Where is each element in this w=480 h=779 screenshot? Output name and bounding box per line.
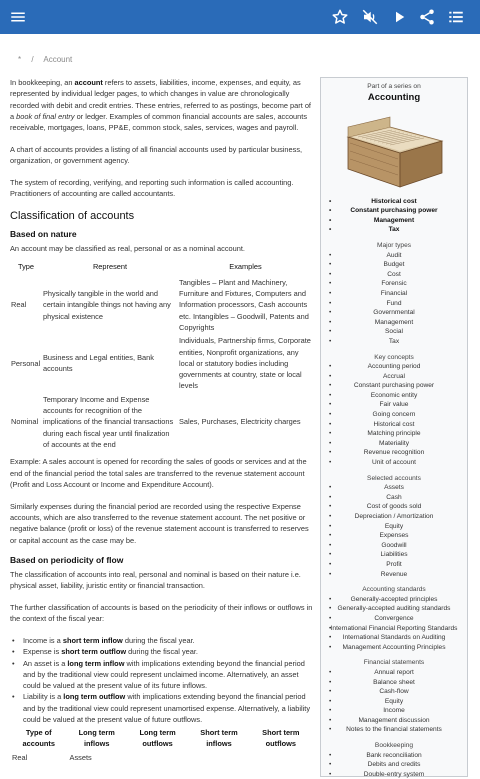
play-icon[interactable]: [389, 7, 409, 27]
app-bar: [0, 0, 480, 34]
sidebar-link[interactable]: • Accrual: [321, 372, 467, 382]
table-cell: Physically tangible in the world and certain intangible things not having any physical existence: [43, 289, 171, 321]
sidebar-link[interactable]: • Cost: [321, 270, 467, 280]
accounting-series-sidebar: [320, 77, 468, 777]
sidebar-link[interactable]: • Management discussion: [321, 716, 467, 726]
sidebar-link[interactable]: • Fund: [321, 299, 467, 309]
sidebar-link[interactable]: • Liabilities: [321, 550, 467, 560]
sidebar-link[interactable]: • Fair value: [321, 400, 467, 410]
table-cell: Individuals, Partnership firms, Corporate entities, Nonprofit organizations, any local or statutory bodies including governments at country, state or local levels: [179, 336, 311, 391]
classification-heading: Classification of accounts: [10, 210, 135, 223]
sidebar-link[interactable]: • Equity: [321, 522, 467, 532]
flow-list: [10, 635, 313, 725]
periodicity-table: [10, 727, 313, 766]
table-header: Short term inflows: [200, 728, 238, 749]
term: short term inflow: [62, 635, 123, 645]
sidebar-section-heading[interactable]: Financial statements: [363, 659, 425, 667]
sidebar-link[interactable]: • Unit of account: [321, 458, 467, 468]
sidebar-link[interactable]: • Debits and credits: [321, 760, 467, 770]
link-book-of-final-entry[interactable]: book of final entry: [16, 111, 75, 121]
table-row: [10, 276, 313, 334]
sidebar-link[interactable]: • Equity: [321, 697, 467, 707]
table-cell: [126, 749, 189, 766]
mute-icon[interactable]: [360, 7, 380, 27]
star-icon[interactable]: [330, 7, 350, 27]
sidebar-link[interactable]: • Audit: [321, 251, 467, 261]
text-run: with implications extending beyond the financial period and by the traditional view could represent unamortised expense. Alternatively, a liability could be valued at the present value of future outflows.: [23, 692, 311, 725]
sidebar-link[interactable]: • Materiality: [321, 439, 467, 449]
sidebar-link[interactable]: • Forensic: [321, 279, 467, 289]
nature-text: An account may be classified as real, personal or as a nominal account.: [10, 244, 245, 254]
sidebar-link[interactable]: • Tax: [321, 225, 467, 235]
list-item: [10, 646, 313, 657]
sidebar-link[interactable]: • Assets: [321, 483, 467, 493]
text-run: refers to assets, liabilities, income, expenses, and equity, as represented by individual ledger pages, to which changes in value are chronologically recorded with debit and credit entries. These entries, referred to as postings, become part of a: [10, 78, 311, 121]
sidebar-link[interactable]: • Cost of goods sold: [321, 502, 467, 512]
chart-of-accounts-paragraph: A chart of accounts provides a listing of all financial accounts used by particular business, organization, or government agency.: [10, 144, 303, 166]
sidebar-link[interactable]: • Management: [321, 318, 467, 328]
sidebar-link[interactable]: • Generally-accepted auditing standards: [321, 604, 467, 614]
breadcrumb-separator: /: [31, 55, 34, 64]
intro-paragraph: [10, 77, 313, 133]
sidebar-section-list: [321, 251, 467, 347]
sidebar-link[interactable]: • Cash: [321, 493, 467, 503]
example-paragraph: Example: A sales account is opened for recording the sales of goods or services and at the end of the financial period the total sales are transferred to the revenue statement account (Profit and Loss Account or Income and Expenditure Account).: [10, 457, 307, 489]
sidebar-top-links: [321, 197, 467, 235]
sidebar-link[interactable]: • Tax: [321, 337, 467, 347]
sidebar-link[interactable]: • Matching principle: [321, 429, 467, 439]
accounting-paragraph: The system of recording, verifying, and reporting such information is called accounting. Practitioners of accounting are called accountants.: [10, 178, 294, 199]
sidebar-link[interactable]: • Expenses: [321, 531, 467, 541]
sidebar-section-list: [321, 362, 467, 468]
list-item: [10, 635, 313, 646]
ledger-book-image[interactable]: [342, 107, 446, 191]
table-cell: Real: [12, 753, 28, 763]
term-account: account: [74, 78, 103, 87]
sidebar-link[interactable]: • Budget: [321, 260, 467, 270]
text-run: In bookkeeping, an: [10, 78, 75, 87]
term: long term inflow: [67, 658, 125, 668]
text-run: with implications extending beyond the financial period and by the traditional view could represent unclaimed income. Alternatively, an asset could be valued at the present value of its future inflows.: [23, 658, 305, 691]
sidebar-section-heading[interactable]: Selected accounts: [367, 474, 421, 482]
table-row: [10, 393, 313, 451]
sidebar-section-heading[interactable]: Major types: [376, 241, 412, 249]
sidebar-section-list: [321, 483, 467, 579]
sidebar-link[interactable]: • Depreciation / Amortization: [321, 512, 467, 522]
table-cell: Assets: [69, 753, 92, 763]
sidebar-link[interactable]: • Financial: [321, 289, 467, 299]
text-run: An asset is a: [23, 658, 68, 668]
article-content: [10, 77, 313, 766]
table-cell: Business and Legal entities, Bank accounts: [43, 353, 154, 374]
sidebar-link[interactable]: • Management Accounting Principles: [321, 643, 467, 653]
sidebar-link[interactable]: • Profit: [321, 560, 467, 570]
sidebar-title[interactable]: Accounting: [367, 91, 421, 103]
account-types-table: [10, 259, 313, 451]
list-icon[interactable]: [446, 7, 466, 27]
sidebar-link[interactable]: • Double-entry system: [321, 770, 467, 779]
term: short term outflow: [61, 647, 127, 657]
sidebar-link[interactable]: • Constant purchasing power: [321, 381, 467, 391]
sidebar-link[interactable]: • Revenue: [321, 570, 467, 580]
table-header: Short term outflows: [262, 728, 300, 749]
table-cell: [189, 749, 248, 766]
sidebar-section-heading[interactable]: Bookkeeping: [374, 742, 414, 750]
sidebar-link[interactable]: • Income: [321, 706, 467, 716]
sidebar-link[interactable]: • Cash-flow: [321, 687, 467, 697]
sidebar-link[interactable]: • Goodwill: [321, 541, 467, 551]
further-text: The further classification of accounts is based on the periodicity of their inflows or outflows in the context of the fiscal year:: [10, 602, 313, 624]
sidebar-link[interactable]: • Generally-accepted principles: [321, 595, 467, 605]
text-run: Income is a: [23, 635, 63, 645]
sidebar-link[interactable]: • Economic entity: [321, 391, 467, 401]
sidebar-section-heading[interactable]: Accounting standards: [362, 586, 426, 594]
sidebar-link[interactable]: • Historical cost: [321, 420, 467, 430]
sidebar-section-list: [321, 668, 467, 735]
sidebar-link[interactable]: • Convergence: [321, 614, 467, 624]
sidebar-pretitle: Part of a series on: [367, 83, 421, 90]
text-run: during the fiscal year.: [122, 635, 195, 645]
table-cell: Tangibles – Plant and Machinery, Furniture and Fixtures, Computers and Information processors, Cash accounts etc. Intangibles – Goodwill, Patents and Copyrights: [179, 277, 309, 332]
sidebar-link[interactable]: • Historical cost: [321, 197, 467, 207]
table-header: Long term inflows: [78, 728, 115, 749]
term: long term outflow: [63, 692, 126, 702]
sidebar-link[interactable]: • International Standards on Auditing: [321, 633, 467, 643]
table-row: [10, 334, 313, 392]
sidebar-link[interactable]: • Governmental: [321, 308, 467, 318]
menu-icon[interactable]: [8, 7, 28, 27]
sidebar-section-list: [321, 595, 467, 653]
periodicity-text: The classification of accounts into real, personal and nominal is based on their nature i.e. physical asset, liability, juristic entity or financial transaction.: [10, 569, 301, 591]
breadcrumb: [18, 55, 80, 64]
table-header: Type: [17, 262, 35, 272]
sidebar-link[interactable]: • Management: [321, 216, 467, 226]
sidebar-section-heading[interactable]: Key concepts: [374, 353, 414, 361]
breadcrumb-home[interactable]: *: [18, 55, 22, 64]
expenses-paragraph: Similarly expenses during the financial period are recorded using the respective Expense accounts, which are also transferred to the revenue statement account. The net positive or negative balance (profit or loss) of the revenue statement account is transferred to reserves or capital account as the case may be.: [10, 501, 309, 545]
sidebar-sections: [321, 241, 467, 779]
text-run: or ledger. Examples of common financial accounts are sales, accounts receivable, mortgages, loans, PP&E, common stock, sales, services, wages and payroll.: [10, 111, 308, 133]
text-run: Expense is: [23, 647, 62, 657]
sidebar-link[interactable]: • Balance sheet: [321, 678, 467, 688]
sidebar-link[interactable]: • Notes to the financial statements: [321, 725, 467, 735]
table-header: Long term outflows: [139, 728, 176, 749]
table-cell: Temporary Income and Expense accounts for recognition of the implications of the financial transactions during each fiscal year until finalization of accounts at the end: [43, 394, 174, 449]
text-run: during the fiscal year.: [126, 647, 198, 657]
sidebar-link[interactable]: • Bank reconciliation: [321, 751, 467, 761]
sidebar-link[interactable]: • Annual report: [321, 668, 467, 678]
sidebar-link[interactable]: • Revenue recognition: [321, 448, 467, 458]
table-cell: Personal: [11, 358, 41, 368]
table-cell: Nominal: [11, 417, 39, 427]
share-icon[interactable]: [417, 7, 437, 27]
sidebar-link[interactable]: • International Financial Reporting Standards: [321, 624, 467, 634]
text-run: Liability is a: [23, 692, 64, 702]
sidebar-link[interactable]: • Accounting period: [321, 362, 467, 372]
periodicity-heading: Based on periodicity of flow: [10, 554, 124, 565]
nature-heading: Based on nature: [10, 229, 77, 240]
sidebar-section-list: [321, 751, 467, 779]
breadcrumb-current: Account: [43, 55, 73, 64]
table-header: Represent: [92, 262, 128, 272]
list-item: [10, 691, 313, 725]
table-header: Type of accounts: [22, 728, 55, 749]
list-item: [10, 658, 313, 692]
table-cell: Sales, Purchases, Electricity charges: [179, 417, 301, 427]
sidebar-link[interactable]: • Going concern: [321, 410, 467, 420]
sidebar-link[interactable]: • Social: [321, 327, 467, 337]
sidebar-link[interactable]: • Constant purchasing power: [321, 206, 467, 216]
table-cell: Real: [11, 300, 27, 310]
table-header: Examples: [229, 262, 262, 272]
table-row: [10, 749, 313, 766]
table-cell: [249, 749, 313, 766]
